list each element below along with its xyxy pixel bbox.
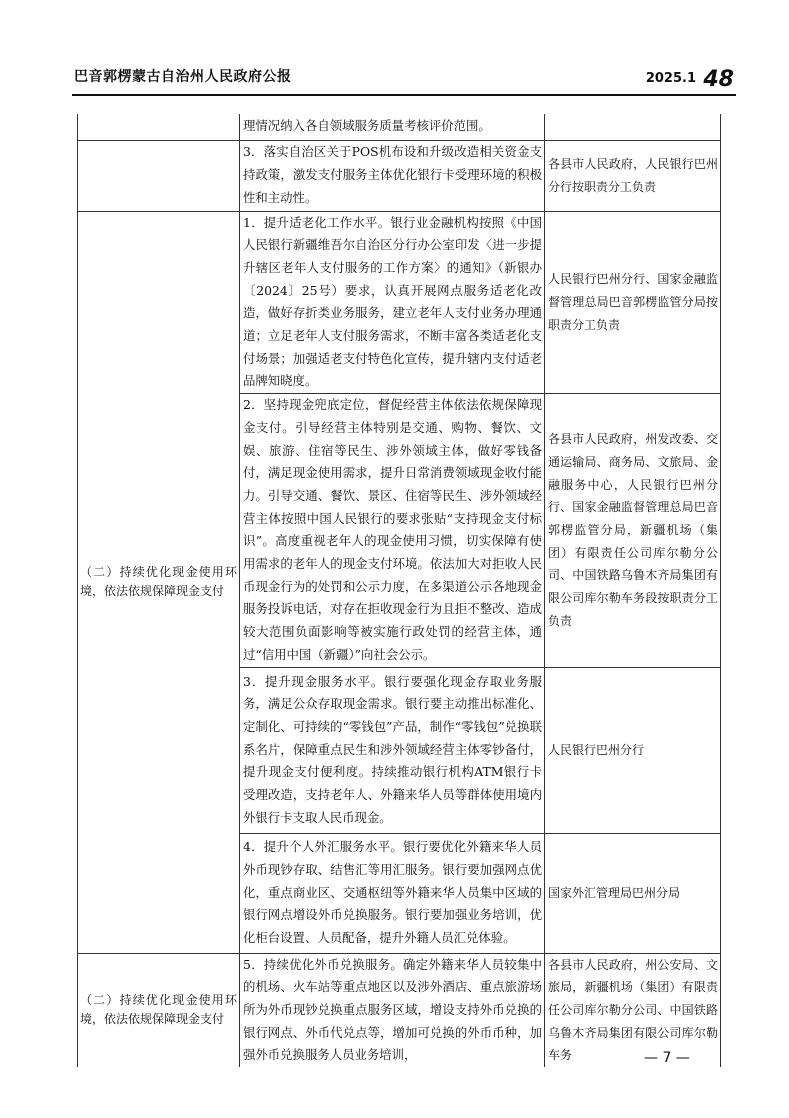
measure-cell: 4．提升个人外汇服务水平。银行要优化外籍来华人员外币现钞存取、结售汇等用汇服务。银行要加强网点优化，重点商业区、交通枢纽等外籍来华人员集中区域的银行网点增设外币兑换服务。银行要加强业务培训，优化柜台设置、人员配备，提升外籍人员汇兑体验。 (240, 833, 545, 953)
table-row (78, 211, 721, 394)
gazette-title: 巴音郭楞蒙古自治州人民政府公报 (74, 69, 292, 85)
responsible-cell (545, 114, 721, 140)
measure-cell: 3．提升现金服务水平。银行要强化现金存取业务服务，满足公众存取现金需求。银行要主动推出标准化、定制化、可持续的“零钱包”产品，制作“零钱包”兑换联系名片，保障重点民生和涉外领域经营主体零钞备付，提升现金支付便利度。持续推动银行机构ATM银行卡受理改造，支持老年人、外籍来华人员等群体使用境内外银行卡支取人民币现金。 (240, 667, 545, 833)
measure-cell: 3．落实自治区关于POS机布设和升级改造相关资金支持政策，激发支付服务主体优化银行卡受理环境的积极性和主动性。 (240, 140, 545, 211)
issue-number: 2025.1 (645, 71, 696, 86)
measure-cell: 2．坚持现金兜底定位，督促经营主体依法依规保障现金支付。引导经营主体特别是交通、购物、餐饮、文娱、旅游、住宿等民生、涉外领域主体，做好零钱备付，满足现金使用需求，提升日常消费领域现金收付能力。引导交通、餐饮、景区、住宿等民生、涉外领域经营主体按照中国人民银行的要求张贴“支持现金支付标识”。高度重视老年人的现金使用习惯，切实保障有使用需求的老年人的现金支付环境。依法加大对拒收人民币现金行为的处罚和公示力度，在多渠道公示各地现金服务投诉电话，对存在拒收现金行为且拒不整改、造成较大范围负面影响等被实施行政处罚的经营主体，通过“信用中国（新疆）”向社会公示。 (240, 394, 545, 667)
responsible-cell: 各县市人民政府，州公安局、文旅局，新疆机场（集团）有限责任公司库尔勒分公司、中国铁路乌鲁木齐局集团有限公司库尔勒车务 (545, 953, 721, 1067)
header-rule (72, 94, 736, 96)
gazette-page-number: 48 (703, 67, 734, 92)
category-cell (78, 114, 240, 140)
gazette-header (74, 62, 734, 92)
measures-table (77, 114, 721, 1067)
category-cell (78, 140, 240, 211)
category-cell: （二）持续优化现金使用环境，依法依规保障现金支付 (78, 211, 240, 953)
measure-cell: 5．持续优化外币兑换服务。确定外籍来华人员较集中的机场、火车站等重点地区以及涉外酒店、重点旅游场所为外币现钞兑换重点服务区域，增设支持外币兑换的银行网点、外币代兑点等，增加可兑换的外币币种，加强外币兑换服务人员业务培训， (240, 953, 545, 1067)
responsible-cell: 各县市人民政府，州发改委、交通运输局、商务局、文旅局、金融服务中心，人民银行巴州分行、国家金融监督管理总局巴音郭楞监管分局，新疆机场（集团）有限责任公司库尔勒分公司、中国铁路乌鲁木齐局集团有限公司库尔勒车务段按职责分工负责 (545, 394, 721, 667)
responsible-cell: 各县市人民政府，人民银行巴州分行按职责分工负责 (545, 140, 721, 211)
measure-cell: 理情况纳入各自领域服务质量考核评价范围。 (240, 114, 545, 140)
table-row (78, 140, 721, 211)
table-row (78, 953, 721, 1067)
page-footer: — 7 — (644, 1050, 690, 1066)
category-cell: （二）持续优化现金使用环境，依法依规保障现金支付 (78, 953, 240, 1067)
table-row (78, 114, 721, 140)
responsible-cell: 人民银行巴州分行 (545, 667, 721, 833)
responsible-cell: 人民银行巴州分行、国家金融监督管理总局巴音郭楞监管分局按职责分工负责 (545, 211, 721, 394)
measure-cell: 1．提升适老化工作水平。银行业金融机构按照《中国人民银行新疆维吾尔自治区分行办公室印发〈进一步提升辖区老年人支付服务的工作方案〉的通知》（新银办〔2024〕25号）要求，认真开展网点服务适老化改造，做好存折类业务服务，建立老年人支付业务办理通道；立足老年人支付服务需求，不断丰富各类适老化支付场景；加强适老支付特色化宣传，提升辖内支付适老品牌知晓度。 (240, 211, 545, 394)
responsible-cell: 国家外汇管理局巴州分局 (545, 833, 721, 953)
